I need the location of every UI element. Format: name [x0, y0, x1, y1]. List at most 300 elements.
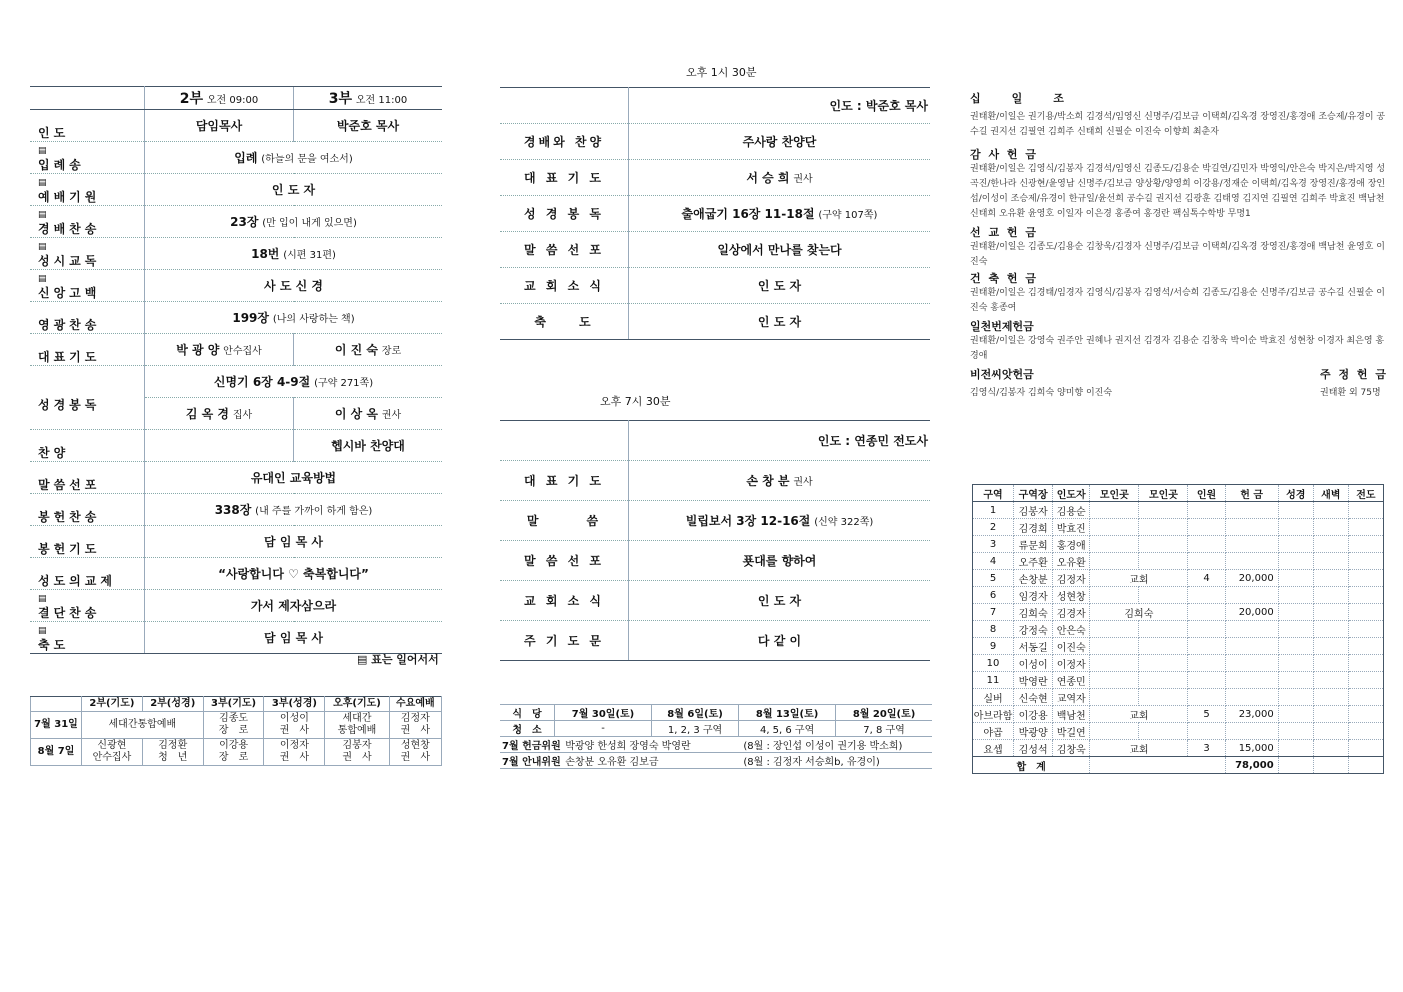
order-value: 손 창 분: [746, 474, 790, 488]
district-cell: 이강용: [1014, 706, 1053, 723]
district-cell: [1225, 638, 1278, 655]
district-cell: 박효진: [1053, 519, 1090, 536]
cafe-table: [500, 704, 932, 769]
order-value: 김 옥 경: [185, 407, 229, 421]
district-cell: [1278, 621, 1313, 638]
order-value: 빌립보서 3장 12-16절: [685, 514, 811, 528]
district-row: [973, 740, 1384, 757]
order-value-3: 헵시바 찬양대: [331, 439, 405, 453]
order-value: 주사랑 찬양단: [742, 135, 817, 149]
cafe-label: 식 당: [500, 705, 555, 721]
district-cell: 4: [973, 553, 1014, 570]
sunday-heading: 주 정 헌 금: [1320, 368, 1388, 381]
order-label: 봉헌기도: [38, 542, 101, 556]
service-2-time: 오전 09:00: [206, 95, 259, 106]
order-value-3: 이 진 숙: [334, 343, 378, 357]
cafe-date-3: 8월 13일(토): [739, 705, 836, 721]
tithe-heading: 십 일 조: [970, 92, 1074, 105]
order-value: 신명기 6장 4-9절: [213, 375, 311, 389]
district-cell: [1090, 672, 1139, 689]
district-cell: [1313, 689, 1348, 706]
order-value: 입례: [234, 151, 258, 165]
order-sub: (나의 사랑하는 책): [272, 314, 355, 325]
district-cell: 홍경애: [1053, 536, 1090, 553]
duty-cell: 신광현 안수집사: [82, 739, 143, 766]
district-cell: 김경희: [1014, 519, 1053, 536]
district-cell: [1348, 621, 1383, 638]
district-cell: 오유환: [1053, 553, 1090, 570]
district-cell: [1278, 672, 1313, 689]
stand-marker: ▤: [38, 146, 47, 156]
district-cell: 8: [973, 621, 1014, 638]
district-cell: [1278, 604, 1313, 621]
order-label: 영광찬송: [38, 318, 101, 332]
order-label: 말 씀 선 포: [500, 232, 629, 268]
order-value: 338장: [214, 503, 252, 517]
district-cell: [1188, 689, 1225, 706]
district-cell: 교회: [1090, 706, 1188, 723]
order-value: 인 도 자: [757, 594, 802, 608]
district-cell: [1090, 536, 1139, 553]
district-cell: [1139, 689, 1188, 706]
order-value: 서 승 희: [746, 171, 790, 185]
duty-cell: 김정자 권 사: [389, 712, 441, 739]
greeter-label: 7월 헌금위원: [502, 741, 561, 752]
thanks-heading: 감 사 헌 금: [970, 148, 1038, 161]
clean-1: -: [555, 721, 652, 737]
district-header: 인도자: [1053, 485, 1090, 502]
district-row: [973, 502, 1384, 519]
district-cell: [1278, 519, 1313, 536]
district-cell: [1188, 621, 1225, 638]
district-cell: 3: [1188, 740, 1225, 757]
standing-note: ▤ 표는 일어서서: [357, 653, 439, 666]
district-cell: [1348, 587, 1383, 604]
order-row: [500, 232, 930, 268]
district-cell: 박광양: [1014, 723, 1053, 740]
order-sub: (하늘의 문을 여소서): [261, 154, 353, 165]
district-cell: [1139, 672, 1188, 689]
district-cell: [1313, 621, 1348, 638]
morning-service: [30, 86, 442, 654]
usher-value: 손창분 오유환 김보금: [565, 757, 659, 768]
district-cell: 김희숙: [1014, 604, 1053, 621]
district-cell: [1188, 502, 1225, 519]
offering-list: [970, 90, 1390, 402]
order-row: [30, 174, 442, 206]
building-names: 권태환/이일은 김경태/임경자 김영식/김봉자 김영석/서승희 김종도/김용순 신명주/김보금 공수길 신필순 이진숙 홍종여: [970, 288, 1385, 313]
district-cell: 김경자: [1053, 604, 1090, 621]
duty-header: 오후(기도): [325, 697, 389, 712]
district-cell: 20,000: [1225, 570, 1278, 587]
district-cell: [1188, 519, 1225, 536]
district-cell: [1278, 655, 1313, 672]
thousand-names: 권태환/이일은 강영숙 권주안 권혜나 권지선 김경자 김용순 김창욱 박이순 박효진 성현창 이경자 최은영 홍경애: [970, 336, 1385, 361]
duty-header: [31, 697, 82, 712]
district-cell: 오주환: [1014, 553, 1053, 570]
order-value: 인 도 자: [757, 279, 802, 293]
district-cell: [1348, 502, 1383, 519]
district-cell: [1348, 570, 1383, 587]
district-row: [973, 553, 1384, 570]
order-value: 담 임 목 사: [264, 535, 323, 549]
stand-marker: ▤: [38, 210, 47, 220]
order-label: 봉헌찬송: [38, 510, 101, 524]
order-label: 성경봉독: [38, 398, 101, 412]
district-cell: [1348, 740, 1383, 757]
district-cell: [1278, 706, 1313, 723]
district-cell: [1139, 519, 1188, 536]
district-cell: [1225, 587, 1278, 604]
district-cell: [1313, 723, 1348, 740]
order-label: 결단찬송: [38, 606, 101, 620]
cafeteria-cleaning: [500, 704, 932, 769]
district-cell: [1278, 587, 1313, 604]
pm7-title: 오후 7시 30분: [600, 395, 671, 408]
order-row: [30, 590, 442, 622]
clean-label: 청 소: [500, 721, 555, 737]
order-row: [500, 268, 930, 304]
order-row: [30, 558, 442, 590]
order-row: [500, 196, 930, 232]
order-row: [30, 334, 442, 366]
district-cell: 11: [973, 672, 1014, 689]
district-cell: 백남천: [1053, 706, 1090, 723]
order-sub: (내 주를 가까이 하게 함은): [255, 506, 373, 517]
duty-cell: 7월 31일: [31, 712, 82, 739]
building-heading: 건 축 헌 금: [970, 272, 1038, 285]
district-cell: 성현창: [1053, 587, 1090, 604]
district-cell: [1313, 553, 1348, 570]
district-row: [973, 536, 1384, 553]
duty-header: 3부(기도): [203, 697, 264, 712]
district-cell: [1313, 706, 1348, 723]
order-value: 23장: [230, 215, 259, 229]
order-label: 주 기 도 문: [500, 621, 629, 661]
district-row: [973, 672, 1384, 689]
district-cell: [1348, 519, 1383, 536]
district-cell: [1090, 723, 1139, 740]
order-sub: (신약 322쪽): [814, 517, 874, 528]
district-cell: [1313, 740, 1348, 757]
district-cell: 2: [973, 519, 1014, 536]
order-row: [30, 302, 442, 334]
district-cell: [1090, 621, 1139, 638]
district-cell: [1188, 536, 1225, 553]
pm1-service: [500, 87, 930, 340]
duty-row: [31, 712, 442, 739]
district-cell: 15,000: [1225, 740, 1278, 757]
district-cell: [1139, 553, 1188, 570]
duty-roster: [30, 696, 442, 766]
district-header: 성경: [1278, 485, 1313, 502]
order-label: 대 표 기 도: [500, 160, 629, 196]
duty-header: 2부(기도): [82, 697, 143, 712]
order-label: 예배기원: [38, 190, 101, 204]
order-value: 일상에서 만나를 찾는다: [717, 243, 842, 257]
duty-header: 수요예배: [389, 697, 441, 712]
district-cell: [1278, 570, 1313, 587]
order-label: 대표기도: [38, 350, 101, 364]
district-cell: 김정자: [1053, 570, 1090, 587]
order-sub: 권사: [793, 174, 813, 185]
order-label: 인도: [38, 126, 70, 140]
order-label: 경배와 찬양: [500, 124, 629, 160]
district-header: 새벽: [1313, 485, 1348, 502]
order-value: 박 광 양: [176, 343, 220, 357]
duty-cell: 이강용 장 로: [203, 739, 264, 766]
order-value: 199장: [232, 311, 270, 325]
order-sub: 권사: [793, 477, 813, 488]
district-cell: 실버: [973, 689, 1014, 706]
district-cell: [1090, 689, 1139, 706]
greeter-next: (8월 : 장인섭 이성이 권기용 박소희): [743, 741, 903, 752]
order-row: [500, 124, 930, 160]
order-value: 18번: [251, 247, 280, 261]
district-row: [973, 638, 1384, 655]
district-cell: 요셉: [973, 740, 1014, 757]
district-cell: 이정자: [1053, 655, 1090, 672]
order-row: [30, 622, 442, 654]
district-cell: 23,000: [1225, 706, 1278, 723]
usher-label: 7월 안내위원: [502, 757, 561, 768]
district-cell: [1188, 587, 1225, 604]
duty-table: [30, 696, 442, 766]
district-cell: [1139, 638, 1188, 655]
order-value-3: 박준호 목사: [336, 119, 400, 133]
district-cell: [1278, 740, 1313, 757]
district-cell: [1313, 587, 1348, 604]
district-cell: [1278, 536, 1313, 553]
duty-cell: 세대간통합예배: [82, 712, 204, 739]
district-cell: [1225, 502, 1278, 519]
district-cell: 20,000: [1225, 604, 1278, 621]
district-header: 구역: [973, 485, 1014, 502]
district-cell: [1090, 655, 1139, 672]
order-label: 성시교독: [38, 254, 101, 268]
district-cell: [1090, 638, 1139, 655]
order-label: 말 씀: [500, 501, 629, 541]
order-label: 입례송: [38, 158, 85, 172]
order-row: [30, 462, 442, 494]
clean-3: 4, 5, 6 구역: [739, 721, 836, 737]
district-cell: 7: [973, 604, 1014, 621]
vision-names: 김영식/김봉자 김희숙 양미향 이진숙: [970, 388, 1113, 398]
district-row: [973, 723, 1384, 740]
mission-names: 권태환/이일은 김종도/김용순 김창욱/김경자 신명주/김보금 이택희/김옥경 장영진/홍경애 백남천 윤영호 이진숙: [970, 242, 1385, 267]
order-row: [500, 501, 930, 541]
district-report: [972, 484, 1384, 774]
district-cell: 김용순: [1053, 502, 1090, 519]
district-cell: [1225, 536, 1278, 553]
district-cell: [1278, 553, 1313, 570]
district-cell: [1090, 519, 1139, 536]
district-cell: [1348, 723, 1383, 740]
order-sub: 안수집사: [223, 346, 262, 357]
order-label: 대 표 기 도: [500, 461, 629, 501]
order-label: 찬양: [38, 446, 70, 460]
order-sub-3: 장로: [381, 346, 402, 357]
district-cell: [1348, 689, 1383, 706]
duty-cell: 8월 7일: [31, 739, 82, 766]
district-cell: [1313, 655, 1348, 672]
district-cell: [1139, 536, 1188, 553]
district-row: [973, 570, 1384, 587]
order-row: [30, 270, 442, 302]
district-cell: 손창분: [1014, 570, 1053, 587]
district-cell: [1313, 604, 1348, 621]
district-cell: 신숙현: [1014, 689, 1053, 706]
district-cell: [1278, 502, 1313, 519]
order-row: [30, 238, 442, 270]
district-total-label: 합 계: [973, 757, 1090, 774]
district-row: [973, 587, 1384, 604]
district-cell: 이성이: [1014, 655, 1053, 672]
district-cell: [1139, 621, 1188, 638]
district-cell: [1348, 536, 1383, 553]
usher-next: (8월 : 김정자 서승희b, 유경이): [743, 757, 880, 768]
order-row: [30, 366, 442, 398]
district-cell: 야곱: [973, 723, 1014, 740]
order-row: [500, 541, 930, 581]
order-value: 유대인 교육방법: [250, 471, 337, 485]
order-label: 성도의교제: [38, 574, 116, 588]
cafe-date-2: 8월 6일(토): [652, 705, 739, 721]
order-value: 출애굽기 16장 11-18절: [681, 207, 815, 221]
district-cell: [1313, 672, 1348, 689]
service-3-label: 3부: [328, 91, 353, 107]
service-2-label: 2부: [179, 91, 204, 107]
duty-cell: 김봉자 권 사: [325, 739, 389, 766]
thanks-names: 권태환/이일은 김영식/김봉자 김경석/임영신 김종도/김용순 박길연/김민자 박영익/안은숙 박지은/박지영 성곡진/한나라 신광현/윤영남 신명주/김보금 양상황/양영희 이강용/정재순 이택희/김옥경 장영진/홍경애 장인섭/이성이 조승제/유경이 한규일/윤선희 공수길 권지선 김광훈 김태영 김지연 김필연 김희주 박효진 백남천 신태희 오유환 윤영호 이일자 이은경 홍종여 홍경란 팩심톡수학방 무명1: [970, 164, 1386, 219]
district-header: 구역장: [1014, 485, 1053, 502]
stand-marker: ▤: [38, 274, 47, 284]
order-value: 인 도 자: [271, 183, 316, 197]
duty-cell: 세대간 통합예배: [325, 712, 389, 739]
district-cell: 9: [973, 638, 1014, 655]
district-cell: [1313, 519, 1348, 536]
district-cell: 안은숙: [1053, 621, 1090, 638]
thousand-heading: 일천번제헌금: [970, 320, 1034, 333]
duty-header: 2부(성경): [142, 697, 203, 712]
cafe-date-4: 8월 20일(토): [836, 705, 932, 721]
district-row: [973, 689, 1384, 706]
order-value: “사랑합니다 ♡ 축복합니다”: [218, 567, 369, 581]
clean-2: 1, 2, 3 구역: [652, 721, 739, 737]
order-value-3: 이 상 옥: [334, 407, 378, 421]
district-cell: 김봉자: [1014, 502, 1053, 519]
order-value: 담 임 목 사: [264, 631, 323, 645]
order-label: 축도: [38, 638, 70, 652]
order-row: [500, 461, 930, 501]
pm1-title: 오후 1시 30분: [686, 66, 757, 79]
district-cell: 강정숙: [1014, 621, 1053, 638]
greeter-value: 박광양 한성희 장영숙 박영란: [565, 741, 691, 752]
order-label: 신앙고백: [38, 286, 101, 300]
district-cell: [1225, 723, 1278, 740]
clean-4: 7, 8 구역: [836, 721, 932, 737]
morning-order-table: [30, 86, 442, 654]
order-value: 담임목사: [195, 119, 243, 133]
order-row: [30, 110, 442, 142]
district-cell: 이진숙: [1053, 638, 1090, 655]
order-sub: (구약 107쪽): [818, 210, 878, 221]
district-cell: 5: [1188, 706, 1225, 723]
district-cell: 박영란: [1014, 672, 1053, 689]
district-cell: [1278, 638, 1313, 655]
order-sub: (시편 31편): [283, 250, 336, 261]
district-cell: [1188, 638, 1225, 655]
pm1-order-table: [500, 87, 930, 340]
mission-heading: 선 교 헌 금: [970, 226, 1038, 239]
district-cell: [1278, 723, 1313, 740]
district-row: [973, 655, 1384, 672]
order-label: 말 씀 선 포: [500, 541, 629, 581]
district-header: 전도: [1348, 485, 1383, 502]
district-row: [973, 519, 1384, 536]
district-cell: [1225, 672, 1278, 689]
district-header: 헌 금: [1225, 485, 1278, 502]
district-cell: [1225, 689, 1278, 706]
duty-cell: 김종도 장 로: [203, 712, 264, 739]
district-cell: 서동길: [1014, 638, 1053, 655]
order-row: [30, 206, 442, 238]
district-row: [973, 604, 1384, 621]
stand-marker: ▤: [38, 594, 47, 604]
cafe-date-1: 7월 30일(토): [555, 705, 652, 721]
order-sub: (만 입이 내게 있으면): [262, 218, 357, 229]
pm7-service: [500, 420, 930, 661]
order-label: 교 회 소 식: [500, 581, 629, 621]
district-cell: [1348, 638, 1383, 655]
district-cell: [1188, 553, 1225, 570]
order-row: [30, 430, 442, 462]
district-header: 인원: [1188, 485, 1225, 502]
district-cell: 김창욱: [1053, 740, 1090, 757]
district-cell: [1090, 553, 1139, 570]
service-leader: 인도 : 연종민 전도사: [629, 421, 931, 461]
service-3-time: 오전 11:00: [355, 95, 408, 106]
district-cell: 5: [973, 570, 1014, 587]
district-cell: [1313, 638, 1348, 655]
district-cell: 6: [973, 587, 1014, 604]
duty-cell: 이정자 권 사: [264, 739, 325, 766]
district-cell: [1348, 553, 1383, 570]
order-label: 말씀선포: [38, 478, 101, 492]
order-sub: (구약 271쪽): [314, 378, 374, 389]
vision-heading: 비전씨앗헌금: [970, 368, 1034, 381]
district-cell: 박길연: [1053, 723, 1090, 740]
district-header: 모인곳: [1139, 485, 1188, 502]
stand-marker: ▤: [38, 626, 47, 636]
district-cell: [1348, 672, 1383, 689]
duty-cell: 김정환 청 년: [142, 739, 203, 766]
district-cell: [1188, 604, 1225, 621]
order-value: 가서 제자삼으라: [250, 599, 337, 613]
district-cell: 김희숙: [1090, 604, 1188, 621]
district-cell: 10: [973, 655, 1014, 672]
district-cell: 아브라함: [973, 706, 1014, 723]
district-cell: [1188, 723, 1225, 740]
district-cell: [1313, 502, 1348, 519]
district-cell: [1313, 570, 1348, 587]
district-row: [973, 706, 1384, 723]
district-cell: 임경자: [1014, 587, 1053, 604]
order-value: 인 도 자: [757, 315, 802, 329]
district-cell: [1225, 553, 1278, 570]
order-sub-3: 권사: [381, 410, 402, 421]
order-row: [500, 621, 930, 661]
